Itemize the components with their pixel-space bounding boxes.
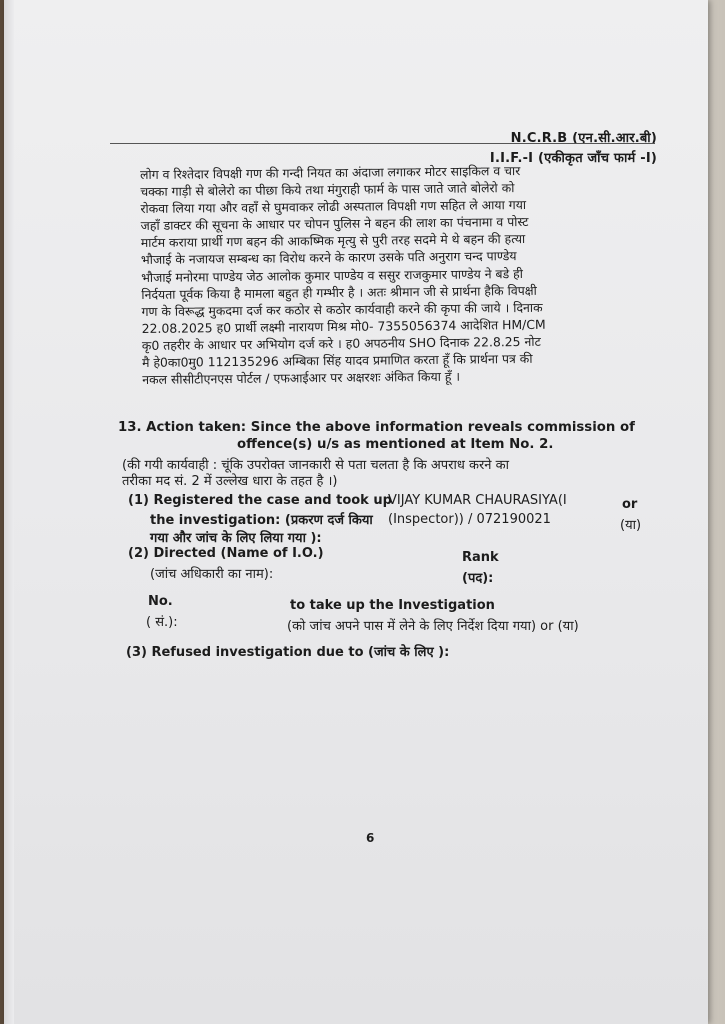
- item1-label-hindi: गया और जांच के लिए लिया गया ):: [150, 531, 322, 546]
- action-taken-hindi: (की गयी कार्यवाही : चूंकि उपरोक्त जानकारी से पता चलता है कि अपराध करने का: [122, 458, 509, 473]
- form-header-iif: I.I.F.-I (एकीकृत जाँच फार्म -I): [489, 151, 657, 166]
- investigating-officer-id: (Inspector)) / 072190021: [388, 512, 551, 527]
- item1-label: (1) Registered the case and took up: [128, 493, 392, 508]
- complaint-line: लोग व रिश्तेदार विपक्षी गण की गन्दी नियत का अंदाजा लगाकर मोटर साइकिल व चार: [140, 163, 521, 182]
- rank-label: Rank: [462, 550, 499, 565]
- complaint-line: जहाँ डाक्टर की सूचना के आधार पर चोपन पुलिस ने बहन की लाश का पंचनामा व पोस्ट: [140, 214, 529, 234]
- item1-label-cont: the investigation: (प्रकरण दर्ज किया: [150, 513, 373, 528]
- complaint-paragraph: [140, 161, 597, 388]
- complaint-line: भौजाई मनोरमा पाण्डेय जेठ आलोक कुमार पाण्डेय व ससुर राजकुमार पाण्डेय ने बडे ही: [141, 265, 524, 285]
- number-label: No.: [148, 594, 173, 609]
- complaint-line: कृ0 तहरीर के आधार पर अभियोग दर्ज करे । ह0 अपठनीय SHO दिनाक 22.8.25 नोट: [141, 333, 541, 353]
- form-header-ncrb: N.C.R.B (एन.सी.आर.बी): [510, 131, 657, 146]
- complaint-line: चक्का गाड़ी से बोलेरो का पीछा किये तथा मंगुराही फार्म के पास जाते जाते बोलेरो को: [140, 180, 515, 200]
- take-up-investigation-label: to take up the Investigation: [290, 598, 495, 613]
- paper-edge: [4, 0, 14, 1024]
- complaint-line: निर्दयता पूर्वक किया है मामला बहुत ही गम्भीर है । अतः श्रीमान जी से प्रार्थना हैकि विपक्षी: [141, 282, 537, 302]
- complaint-line: मै हे0का0मु0 112135296 अम्बिका सिंह यादव प्रमाणित करता हूँ कि प्रार्थना पत्र की: [141, 350, 533, 371]
- item3-refused-investigation: (3) Refused investigation due to (जांच के लिए ):: [126, 645, 450, 660]
- item2-label-hindi: (जांच अधिकारी का नाम):: [150, 567, 274, 582]
- number-label-hindi: ( सं.):: [146, 615, 178, 630]
- or-label-hindi: (या): [620, 518, 642, 533]
- complaint-line: 22.08.2025 ह0 प्रार्थी लक्ष्मी नारायण मिश्र मो0- 7355056374 आदेशित HM/CM: [141, 316, 546, 336]
- or-label: or: [622, 497, 638, 512]
- action-taken-hindi-cont: तरीका मद सं. 2 में उल्लेख धारा के तहत है ।): [122, 474, 338, 489]
- header-rule: [110, 143, 655, 144]
- complaint-line: भौजाई के नजायज सम्बन्ध का विरोध करने के कारण उसके पति अनुराग चन्द पाण्डेय: [140, 248, 517, 268]
- complaint-line: नकल सीसीटीएनएस पोर्टल / एफआईआर पर अक्षरशः अंकित किया हूँ ।: [142, 368, 461, 388]
- item2-label: (2) Directed (Name of I.O.): [128, 546, 324, 561]
- take-up-investigation-hindi: (को जांच अपने पास में लेने के लिए निर्देश दिया गया) or (या): [287, 619, 579, 634]
- page-number: 6: [366, 831, 375, 845]
- rank-label-hindi: (पद):: [462, 571, 494, 586]
- action-taken-heading-cont: offence(s) u/s as mentioned at Item No. 2.: [237, 437, 554, 452]
- action-taken-heading: 13. Action taken: Since the above information reveals commission of: [118, 420, 635, 435]
- investigating-officer-name: VIJAY KUMAR CHAURASIYA(I: [388, 493, 567, 508]
- complaint-line: मार्टम कराया प्रार्थी गण बहन की आकष्मिक मृत्यु से पुरी तरह सदमे मे थे बहन की हत्या: [140, 231, 526, 251]
- complaint-line: रोकवा लिया गया और वहाँ से घुमवाकर लोढी अस्पताल विपक्षी गण सहित ले आया गया: [140, 197, 527, 217]
- complaint-line: गण के विरूद्ध मुकदमा दर्ज कर कठोर से कठोर कार्यवाही करने की कृपा की जाये । दिनाक: [141, 299, 543, 319]
